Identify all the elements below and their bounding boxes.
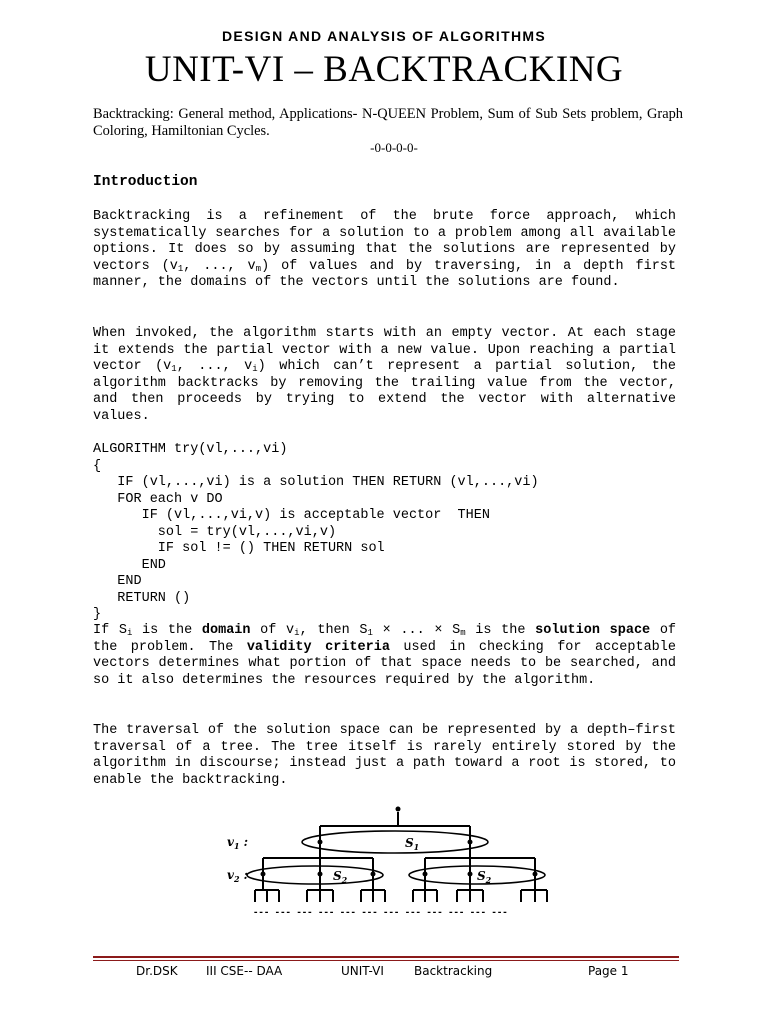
code-line: IF sol != () THEN RETURN sol	[93, 541, 385, 556]
tree-continuation-dashes: --- --- --- --- --- --- --- --- --- --- --- ---	[253, 908, 508, 918]
s2-right-label: $S_2$	[477, 869, 492, 885]
code-line: ALGORITHM try(vl,...,vi)	[93, 442, 288, 457]
code-line: END	[93, 574, 142, 589]
footer-course: III CSE-- DAA	[206, 964, 283, 978]
footer-topic: Backtracking	[414, 964, 493, 978]
root-node	[396, 807, 401, 812]
code-line: RETURN ()	[93, 590, 191, 606]
intro-paragraph-1: Backtracking is a refinement of the brute force approach, which systematically searches for a solution to a problem among all available options. It does so by assuming that the solutions are represented by vectors ($v_1$, ..., $v_m$) of values and by traversing, in a depth first manner, the domains of the vectors until the solutions are found.	[93, 209, 677, 290]
footer-unit: UNIT-VI	[341, 964, 384, 978]
course-heading: DESIGN AND ANALYSIS OF ALGORITHMS	[222, 28, 546, 44]
code-line: IF (vl,...,vi,v) is acceptable vector THEN	[93, 508, 490, 523]
search-tree-diagram	[215, 800, 555, 920]
page-title: UNIT-VI – BACKTRACKING	[144, 49, 624, 90]
intro-heading: Introduction	[93, 174, 198, 190]
solution-space-paragraph: If $S_i$ is the domain of $v_i$, then $S_1$ × ... × $S_m$ is the solution space of the problem. The validity criteria used in checking for acceptable vectors determines what portion of that space needs to be searched, and so it also determines the resources required by the algorithm.	[93, 623, 677, 688]
intro-paragraph-2: When invoked, the algorithm starts with an empty vector. At each stage it extends the partial vector with a new value. Upon reaching a partial vector ($v_1$, ..., $v_i$) which can’t represent a partial solution, the algorithm backtracks by removing the trailing value from the vector, and then proceeds by trying to extend the vector with alternative values.	[93, 326, 676, 424]
v1-label: $v_1$ :	[227, 835, 248, 851]
code-line: {	[93, 458, 102, 474]
section-separator: -0-0-0-0-	[370, 140, 418, 155]
footer-author: Dr.DSK	[136, 964, 178, 978]
footer-page-number: Page 1	[588, 964, 629, 978]
s2-left-label: $S_2$	[333, 869, 348, 885]
code-line: IF (vl,...,vi) is a solution THEN RETURN (vl,...,vi)	[93, 475, 539, 490]
code-line: END	[93, 557, 166, 573]
code-line: FOR each v DO	[93, 491, 223, 507]
footer-rule	[93, 956, 679, 958]
traversal-paragraph: The traversal of the solution space can be represented by a depth–first traversal of a tree. The tree itself is rarely entirely stored by the algorithm in discourse; instead just a path toward a root is stored, to enable the backtracking.	[93, 723, 676, 788]
syllabus-text: Backtracking: General method, Applications- N-QUEEN Problem, Sum of Sub Sets problem, Graph Coloring, Hamiltonian Cycles.	[93, 106, 683, 139]
s1-label: $S_1$	[405, 836, 420, 852]
algorithm-code	[93, 442, 539, 624]
v2-label: $v_2$ :	[227, 868, 248, 884]
code-line: sol = try(vl,...,vi,v)	[93, 524, 337, 540]
code-line: }	[93, 607, 102, 622]
page-footer	[0, 964, 768, 982]
footer-rule-thin	[93, 960, 679, 961]
